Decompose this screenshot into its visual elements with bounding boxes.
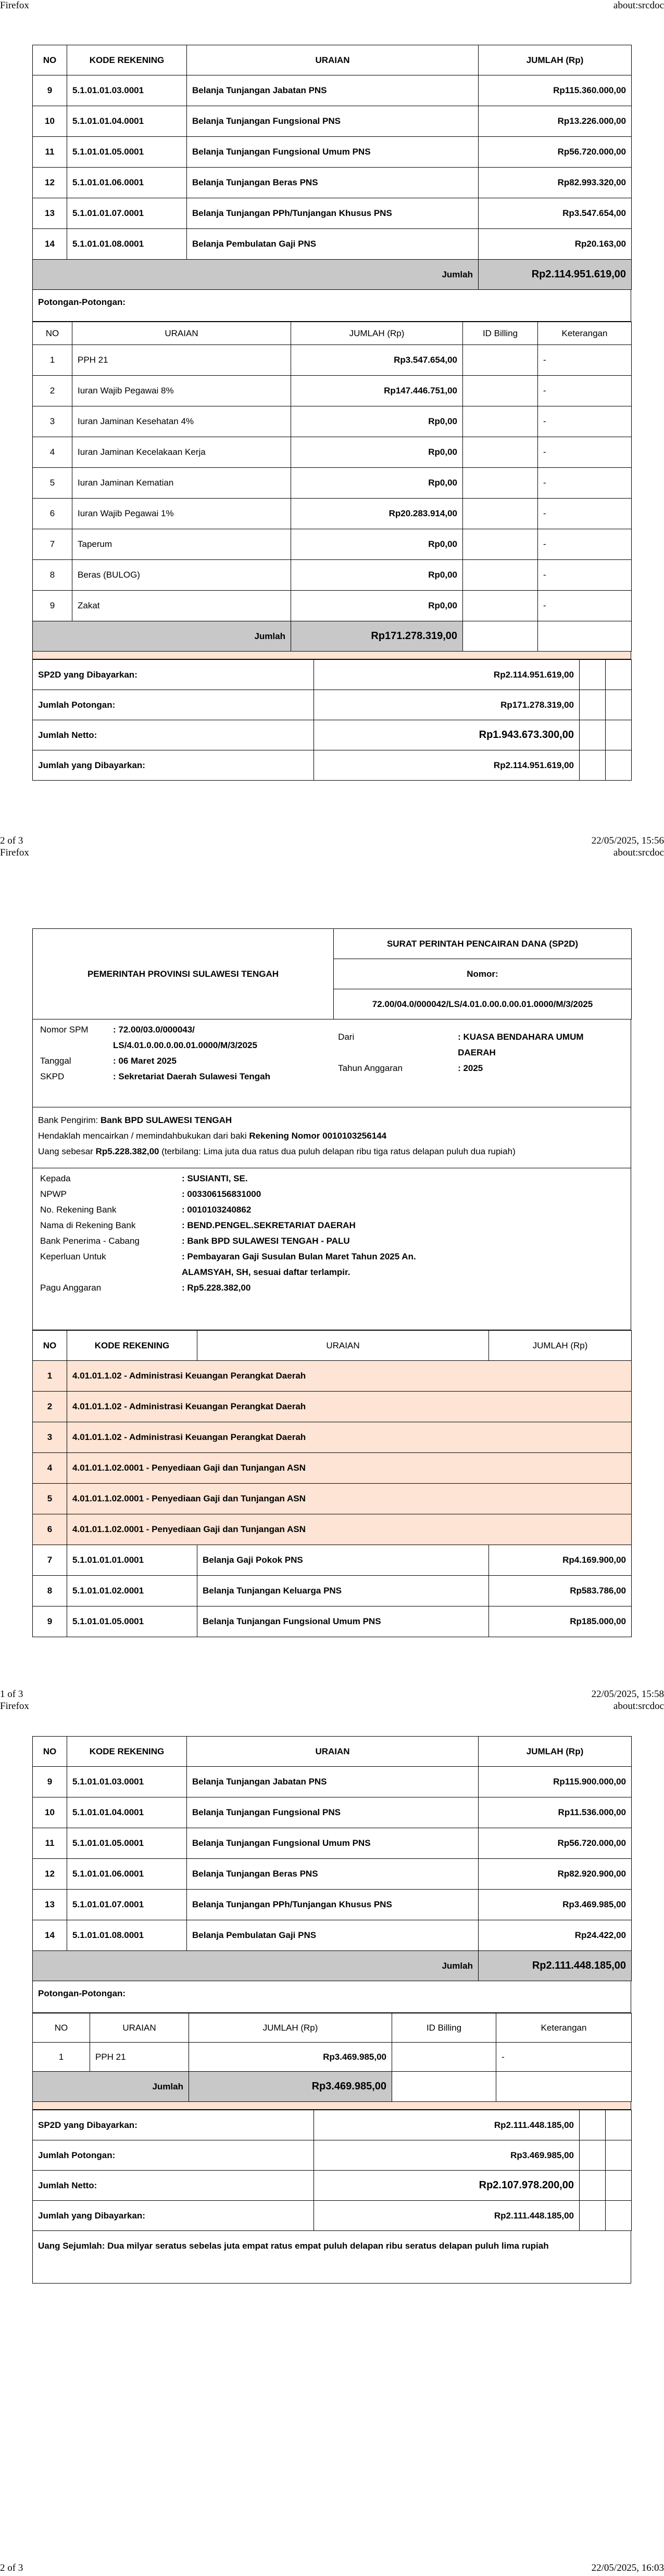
page2-header xyxy=(0,847,664,859)
table-row: 11 5.1.01.01.05.0001 Belanja Tunjangan Fungsional Umum PNS Rp56.720.000,00 xyxy=(33,137,632,168)
browser-name: Firefox xyxy=(0,0,29,11)
page2-rekening-table: NO KODE REKENING URAIAN JUMLAH (Rp) 1 4.01.01.1.02 - Administrasi Keuangan Perangkat Daerah 2 4.01.01.1.02 - Administrasi Keuangan Perangkat Daerah 3 4.01.01.1.02 - Administrasi Keuangan Perangkat Daerah 4 4.01.01.1.02.0001 - Penyediaan Gaji dan Tunjangan ASN 5 4.01.01.1.02.0001 - Penyediaan Gaji dan Tunjangan ASN 6 4.01.01.1.02.0001 - Penyediaan Gaji dan Tunjangan ASN 7 5.1.01.01.01.0001 Belanja Gaji Pokok PNS Rp4.169.900,00 8 5.1.01.01.02.0001 Belanja Tunjangan Keluarga PNS Rp583.786,00 9 5.1.01.01.05.0001 Belanja Tunjangan Fungsional Umum PNS Rp185.000,00 xyxy=(32,1330,632,1637)
sp2d-header-table xyxy=(32,928,632,1019)
page3-rekening-table: NO KODE REKENING URAIAN JUMLAH (Rp) 9 5.1.01.01.03.0001 Belanja Tunjangan Jabatan PNS Rp115.900.000,00 10 5.1.01.01.04.0001 Belanja Tunjangan Fungsional PNS Rp11.536.000,00 11 5.1.01.01.05.0001 Belanja Tunjangan Fungsional Umum PNS Rp56.720.000,00 12 5.1.01.01.06.0001 Belanja Tunjangan Beras PNS Rp82.920.900,00 13 5.1.01.01.07.0001 Belanja Tunjangan PPh/Tunjangan Khusus PNS Rp3.469.985,00 14 5.1.01.01.08.0001 Belanja Pembulatan Gaji PNS Rp24.422,00 Jumlah Rp2.111.448.185,00 Potongan-Potongan: NO URAIAN JUMLAH (Rp) ID Billing Keterangan 1 PPH 21 Rp3.469.985,00 - Jumlah Rp3.469.985,00 SP2D yang Dibayarkan: Rp2.111.448.185,00 Jumlah Potongan: Rp3.469.985,00 Jumlah Netto: Rp2.107.978.200,00 Jumlah yang Dibayarkan: Rp2.111.448.185,00 Uang Sejumlah: Dua milyar seratus sebelas juta empat ratus empat puluh delapan ribu seratus delapan puluh lima rupiah xyxy=(32,1736,631,2284)
separator-band xyxy=(32,2102,631,2110)
table-row: 7 5.1.01.01.01.0001 Belanja Gaji Pokok PNS Rp4.169.900,00 xyxy=(33,1545,632,1576)
spm-info: Nomor SPM : 72.00/03.0/000043/ LS/4.01.0.00.0.00.01.0000/M/3/2025 Tanggal : 06 Maret 2025 SKPD : Sekretariat Daerah Sulawesi Tengah Dari : KUASA BENDAHARA UMUM DAERAH Tahun Anggaran : 2025 xyxy=(32,1019,631,1107)
org-name: PEMERINTAH PROVINSI SULAWESI TENGAH xyxy=(33,929,334,1019)
page3-footer xyxy=(0,2562,664,2574)
page1-header xyxy=(0,0,664,11)
bank-pengirim-section: Bank Pengirim: Bank BPD SULAWESI TENGAH Hendaklah mencairkan / memindahbukukan dari baki Rekening Nomor 0010103256144 Uang sebesar Rp5.228.382,00 (terbilang: Lima juta dua ratus dua puluh delapan ribu tiga ratus delapan puluh dua rupiah) xyxy=(32,1107,631,1168)
potongan-title: Potongan-Potongan: xyxy=(32,290,631,322)
potongan-total-row: Jumlah Rp171.278.319,00 xyxy=(33,621,632,652)
potongan-row: 3 Iuran Jaminan Kesehatan 4% Rp0,00 - xyxy=(33,406,632,437)
timestamp: 22/05/2025, 15:58 xyxy=(591,1689,664,1700)
page2-sp2d-document xyxy=(32,928,631,1637)
col-kode: KODE REKENING xyxy=(67,45,187,75)
page1-rekening-table xyxy=(32,45,631,781)
program-row: 2 4.01.01.1.02 - Administrasi Keuangan Perangkat Daerah xyxy=(33,1392,632,1422)
potongan-row: 6 Iuran Wajib Pegawai 1% Rp20.283.914,00 - xyxy=(33,499,632,529)
page-number: 1 of 3 xyxy=(0,1689,23,1700)
page-number: 2 of 3 xyxy=(0,2562,23,2573)
table-row: 12 5.1.01.01.06.0001 Belanja Tunjangan Beras PNS Rp82.920.900,00 xyxy=(33,1859,632,1890)
potongan-row: 2 Iuran Wajib Pegawai 8% Rp147.446.751,00 - xyxy=(33,376,632,406)
table-row: 10 5.1.01.01.04.0001 Belanja Tunjangan Fungsional PNS Rp11.536.000,00 xyxy=(33,1797,632,1828)
program-row: 3 4.01.01.1.02 - Administrasi Keuangan Perangkat Daerah xyxy=(33,1422,632,1453)
potongan-row: 7 Taperum Rp0,00 - xyxy=(33,529,632,560)
program-row: 5 4.01.01.1.02.0001 - Penyediaan Gaji dan Tunjangan ASN xyxy=(33,1484,632,1514)
table-row: 14 5.1.01.01.08.0001 Belanja Pembulatan Gaji PNS Rp24.422,00 xyxy=(33,1920,632,1951)
potongan-row: 4 Iuran Jaminan Kecelakaan Kerja Rp0,00 - xyxy=(33,437,632,468)
table-row: 9 5.1.01.01.03.0001 Belanja Tunjangan Jabatan PNS Rp115.360.000,00 xyxy=(33,75,632,106)
potongan-row: 5 Iuran Jaminan Kematian Rp0,00 - xyxy=(33,468,632,499)
table-row: 10 5.1.01.01.04.0001 Belanja Tunjangan Fungsional PNS Rp13.226.000,00 xyxy=(33,106,632,137)
total-row: Jumlah Rp2.114.951.619,00 xyxy=(33,260,632,290)
program-row: 6 4.01.01.1.02.0001 - Penyediaan Gaji dan Tunjangan ASN xyxy=(33,1514,632,1545)
summary-table: SP2D yang Dibayarkan: Rp2.114.951.619,00 Jumlah Potongan: Rp171.278.319,00 Jumlah Netto: Rp1.943.673.300,00 Jumlah yang Dibayarkan: Rp2.114.951.619,00 xyxy=(32,659,632,781)
potongan-header: NO URAIAN JUMLAH (Rp) ID Billing Keterangan xyxy=(33,322,632,345)
table-row: 13 5.1.01.01.07.0001 Belanja Tunjangan PPh/Tunjangan Khusus PNS Rp3.547.654,00 xyxy=(33,198,632,229)
potongan-table: NO URAIAN JUMLAH (Rp) ID Billing Keterangan 1 PPH 21 Rp3.469.985,00 - Jumlah Rp3.469.985,00 xyxy=(32,2013,632,2102)
potongan-row: 1 PPH 21 Rp3.547.654,00 - xyxy=(33,345,632,376)
table-row: 9 5.1.01.01.03.0001 Belanja Tunjangan Jabatan PNS Rp115.900.000,00 xyxy=(33,1767,632,1797)
potongan-row: 1 PPH 21 Rp3.469.985,00 - xyxy=(33,2043,632,2072)
terbilang-text: Uang Sejumlah: Dua milyar seratus sebelas juta empat ratus empat puluh delapan ribu seratus delapan puluh lima rupiah xyxy=(32,2231,631,2284)
separator-band xyxy=(32,652,631,659)
page1-footer xyxy=(0,835,664,847)
table-row: 14 5.1.01.01.08.0001 Belanja Pembulatan Gaji PNS Rp20.163,00 xyxy=(33,229,632,260)
potongan-title: Potongan-Potongan: xyxy=(32,1981,631,2013)
potongan-row: 9 Zakat Rp0,00 - xyxy=(33,591,632,621)
page2-footer xyxy=(0,1689,664,1700)
page3-header xyxy=(0,1701,664,1712)
summary-table: SP2D yang Dibayarkan: Rp2.111.448.185,00 Jumlah Potongan: Rp3.469.985,00 Jumlah Netto: Rp2.107.978.200,00 Jumlah yang Dibayarkan: Rp2.111.448.185,00 xyxy=(32,2110,632,2231)
table-row: 13 5.1.01.01.07.0001 Belanja Tunjangan PPh/Tunjangan Khusus PNS Rp3.469.985,00 xyxy=(33,1890,632,1920)
page-number: 2 of 3 xyxy=(0,835,23,846)
page-url: about:srcdoc xyxy=(613,1701,664,1712)
potongan-table xyxy=(32,322,632,652)
potongan-total-row: Jumlah Rp3.469.985,00 xyxy=(33,2072,632,2102)
col-jumlah: JUMLAH (Rp) xyxy=(479,45,632,75)
table-row: 8 5.1.01.01.02.0001 Belanja Tunjangan Keluarga PNS Rp583.786,00 xyxy=(33,1576,632,1606)
browser-name: Firefox xyxy=(0,1701,29,1712)
penerima-section: Kepada : SUSIANTI, SE. NPWP : 003306156831000 No. Rekening Bank : 0010103240862 Nama di Rekening Bank : BEND.PENGEL.SEKRETARIAT DAERAH Bank Penerima - Cabang : Bank BPD SULAWESI TENGAH - PALU Keperluan Untuk : Pembayaran Gaji Susulan Bulan Maret Tahun 2025 An. ALAMSYAH, SH, sesuai daftar terlampir. Pagu Anggaran : Rp5.228.382,00 xyxy=(32,1168,631,1330)
program-row: 1 4.01.01.1.02 - Administrasi Keuangan Perangkat Daerah xyxy=(33,1361,632,1392)
col-no: NO xyxy=(33,45,67,75)
table-row: 11 5.1.01.01.05.0001 Belanja Tunjangan Fungsional Umum PNS Rp56.720.000,00 xyxy=(33,1828,632,1859)
potongan-row: 8 Beras (BULOG) Rp0,00 - xyxy=(33,560,632,591)
total-row: Jumlah Rp2.111.448.185,00 xyxy=(33,1951,632,1981)
page-url: about:srcdoc xyxy=(613,0,664,11)
doc-title: SURAT PERINTAH PENCAIRAN DANA (SP2D) xyxy=(334,929,632,959)
nomor-label: Nomor: xyxy=(334,959,632,989)
program-row: 4 4.01.01.1.02.0001 - Penyediaan Gaji dan Tunjangan ASN xyxy=(33,1453,632,1484)
timestamp: 22/05/2025, 15:56 xyxy=(591,835,664,846)
table-row: 12 5.1.01.01.06.0001 Belanja Tunjangan Beras PNS Rp82.993.320,00 xyxy=(33,168,632,198)
page-url: about:srcdoc xyxy=(613,847,664,858)
browser-name: Firefox xyxy=(0,847,29,858)
timestamp: 22/05/2025, 16:03 xyxy=(591,2562,664,2573)
nomor-value: 72.00/04.0/000042/LS/4.01.0.00.0.00.01.0000/M/3/2025 xyxy=(334,989,632,1019)
table-row: 9 5.1.01.01.05.0001 Belanja Tunjangan Fungsional Umum PNS Rp185.000,00 xyxy=(33,1606,632,1637)
col-uraian: URAIAN xyxy=(187,45,479,75)
